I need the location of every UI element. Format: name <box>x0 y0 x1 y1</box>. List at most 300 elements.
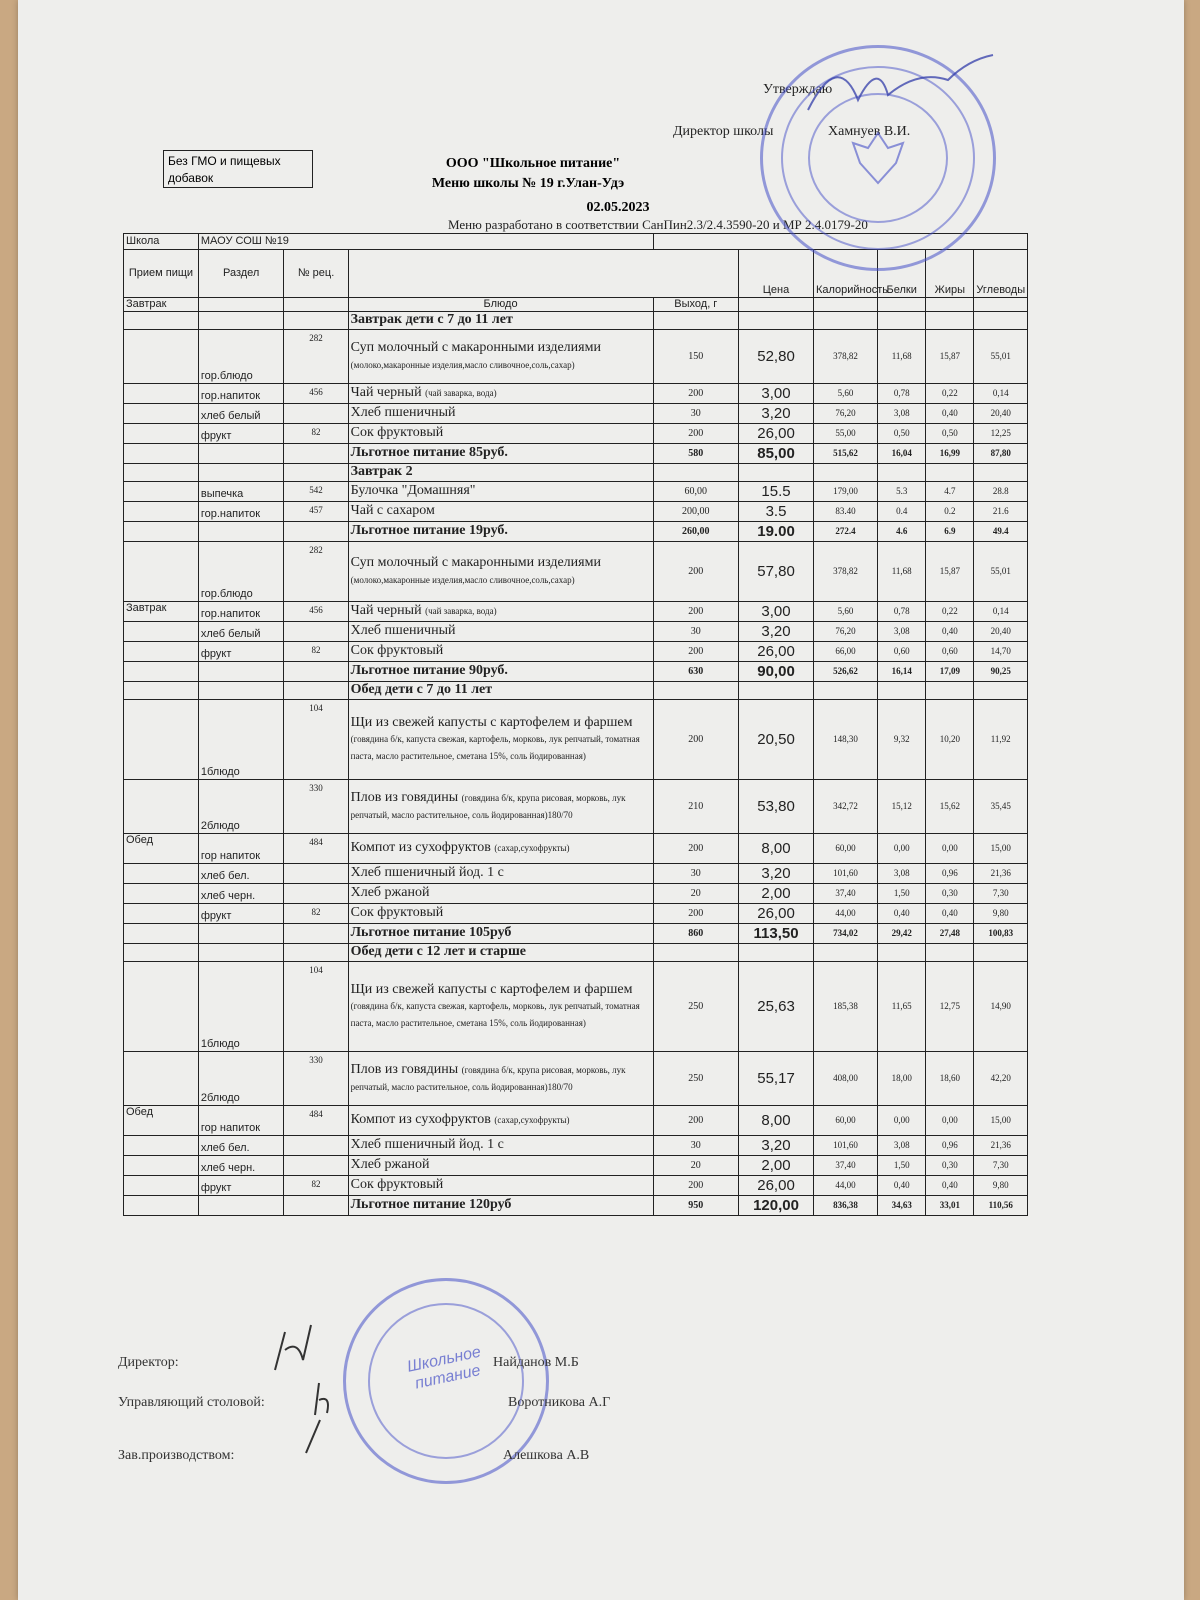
dish-ingredients: (сахар,сухофрукты) <box>494 1115 570 1126</box>
recipe-number-cell <box>284 404 348 424</box>
protein-cell: 0.4 <box>878 502 926 522</box>
calorie-cell: 5,60 <box>813 602 877 622</box>
footer-canteen-name: Воротникова А.Г <box>508 1395 611 1410</box>
meal-cell <box>124 662 199 682</box>
carb-cell: 14,70 <box>974 642 1028 662</box>
section-cell: 2блюдо <box>198 1052 284 1106</box>
signature-production <box>298 1415 328 1455</box>
signature-canteen <box>303 1375 343 1420</box>
dish-cell <box>348 834 653 864</box>
carb-cell: 20,40 <box>974 404 1028 424</box>
dish-name: Хлеб ржаной <box>350 885 430 901</box>
yield-cell: 200 <box>653 834 739 864</box>
calorie-cell: 148,30 <box>813 700 877 780</box>
director-school-name: Хамнуев В.И. <box>828 124 911 139</box>
footer-canteen-label: Управляющий столовой: <box>118 1395 265 1410</box>
carb-cell: 11,92 <box>974 700 1028 780</box>
fat-cell: 6.9 <box>926 522 974 542</box>
dish-cell <box>348 1156 653 1176</box>
sanpin-note: Меню разработано в соответствии СанПин2.3/2.4.3590-20 и МР 2.4.0179-20 <box>448 217 868 232</box>
price-cell: 85,00 <box>739 444 814 464</box>
meal-cell <box>124 542 199 602</box>
protein-cell: 3,08 <box>878 1136 926 1156</box>
meal-cell <box>124 622 199 642</box>
dish-cell <box>348 1136 653 1156</box>
recipe-number-cell <box>284 924 348 944</box>
dish-ingredients: (чай заварка, вода) <box>425 388 497 399</box>
dish-cell <box>348 482 653 502</box>
yield-cell: 30 <box>653 864 739 884</box>
footer-director-label: Директор: <box>118 1355 179 1370</box>
no-gmo-box: Без ГМО и пищевых добавок <box>163 150 313 188</box>
col-cal-header: Калорийность <box>813 250 877 298</box>
director-school-title: Директор школы <box>673 124 774 139</box>
section-cell: выпечка <box>198 482 284 502</box>
dish-name: Хлеб ржаной <box>350 1157 430 1173</box>
fat-cell: 0,60 <box>926 642 974 662</box>
dish-name: Компот из сухофруктов <box>350 1112 491 1128</box>
fat-cell: 0,40 <box>926 904 974 924</box>
yield-cell: 30 <box>653 1136 739 1156</box>
footer-production-label: Зав.производством: <box>118 1448 235 1463</box>
recipe-number-cell: 82 <box>284 642 348 662</box>
section-title: Обед дети с 12 лет и старше <box>348 944 653 962</box>
calorie-cell: 60,00 <box>813 1106 877 1136</box>
section-cell: хлеб черн. <box>198 1156 284 1176</box>
carb-cell: 110,56 <box>974 1196 1028 1216</box>
fat-cell: 0,22 <box>926 602 974 622</box>
section-cell: гор.блюдо <box>198 542 284 602</box>
meal-cell <box>124 1196 199 1216</box>
dish-name: Хлеб пшеничный йод. 1 с <box>350 1137 504 1153</box>
yield-cell: 200 <box>653 642 739 662</box>
calorie-cell: 76,20 <box>813 622 877 642</box>
dish-name: Чай с сахаром <box>350 503 435 519</box>
section-title: Завтрак 2 <box>348 464 653 482</box>
section-cell: фрукт <box>198 1176 284 1196</box>
meal-cell <box>124 1156 199 1176</box>
fat-cell: 0.2 <box>926 502 974 522</box>
recipe-number-cell: 282 <box>284 542 348 602</box>
dish-name: Хлеб пшеничный йод. 1 с <box>350 865 504 881</box>
yield-cell: 200 <box>653 384 739 404</box>
yield-cell: 200 <box>653 700 739 780</box>
carb-cell: 20,40 <box>974 622 1028 642</box>
protein-cell: 16,04 <box>878 444 926 464</box>
dish-cell <box>348 424 653 444</box>
dish-cell <box>348 602 653 622</box>
dish-cell <box>348 642 653 662</box>
meal-cell <box>124 444 199 464</box>
fat-cell: 12,75 <box>926 962 974 1052</box>
yield-cell: 200 <box>653 602 739 622</box>
carb-cell: 35,45 <box>974 780 1028 834</box>
yield-cell: 210 <box>653 780 739 834</box>
section-cell <box>198 662 284 682</box>
calorie-cell: 179,00 <box>813 482 877 502</box>
price-cell: 3,20 <box>739 622 814 642</box>
dish-cell <box>348 1196 653 1216</box>
price-cell: 3,20 <box>739 1136 814 1156</box>
fat-cell: 0,00 <box>926 1106 974 1136</box>
dish-name: Льготное питание 85руб. <box>350 445 508 461</box>
protein-cell: 0,00 <box>878 834 926 864</box>
protein-cell: 1,50 <box>878 884 926 904</box>
section-cell: фрукт <box>198 904 284 924</box>
menu-table <box>123 233 1028 1216</box>
protein-cell: 3,08 <box>878 404 926 424</box>
dish-name: Сок фруктовый <box>350 1177 444 1193</box>
yield-cell: 30 <box>653 622 739 642</box>
carb-cell: 9,80 <box>974 904 1028 924</box>
protein-cell: 0,40 <box>878 1176 926 1196</box>
protein-cell: 11,65 <box>878 962 926 1052</box>
approve-label: Утверждаю <box>763 82 833 97</box>
calorie-cell: 272.4 <box>813 522 877 542</box>
price-cell: 19.00 <box>739 522 814 542</box>
fat-cell: 0,00 <box>926 834 974 864</box>
meal-cell: Обед <box>124 834 199 864</box>
dish-cell <box>348 780 653 834</box>
price-cell: 26,00 <box>739 424 814 444</box>
price-cell: 20,50 <box>739 700 814 780</box>
fat-cell: 15,62 <box>926 780 974 834</box>
recipe-number-cell: 457 <box>284 502 348 522</box>
carb-cell: 49.4 <box>974 522 1028 542</box>
calorie-cell: 378,82 <box>813 330 877 384</box>
fat-cell: 0,40 <box>926 404 974 424</box>
dish-cell <box>348 884 653 904</box>
protein-cell: 0,40 <box>878 904 926 924</box>
carb-cell: 21,36 <box>974 1136 1028 1156</box>
yield-cell: 200 <box>653 1176 739 1196</box>
price-cell: 113,50 <box>739 924 814 944</box>
calorie-cell: 37,40 <box>813 1156 877 1176</box>
dish-name: Плов из говядины <box>350 790 459 806</box>
dish-cell <box>348 864 653 884</box>
col-price-header: Цена <box>739 250 814 298</box>
yield-cell: 30 <box>653 404 739 424</box>
section-title: Обед дети с 7 до 11 лет <box>348 682 653 700</box>
dish-cell <box>348 1176 653 1196</box>
dish-name: Суп молочный с макаронными изделиями <box>350 555 601 571</box>
section-title: Завтрак дети с 7 до 11 лет <box>348 312 653 330</box>
meal-cell <box>124 642 199 662</box>
dish-name: Льготное питание 105руб <box>350 925 512 941</box>
dish-name: Булочка "Домашняя" <box>350 483 476 499</box>
yield-cell: 260,00 <box>653 522 739 542</box>
protein-cell: 0,78 <box>878 384 926 404</box>
dish-cell <box>348 384 653 404</box>
fat-cell: 0,50 <box>926 424 974 444</box>
fat-cell: 10,20 <box>926 700 974 780</box>
yield-cell: 200 <box>653 424 739 444</box>
meal-cell: Завтрак <box>124 298 199 312</box>
document-page <box>18 0 1184 1600</box>
carb-cell: 0,14 <box>974 602 1028 622</box>
carb-cell: 42,20 <box>974 1052 1028 1106</box>
dish-cell <box>348 904 653 924</box>
meal-cell <box>124 1176 199 1196</box>
meal-cell <box>124 962 199 1052</box>
dish-cell <box>348 444 653 464</box>
section-cell <box>198 522 284 542</box>
yield-cell: 20 <box>653 884 739 904</box>
recipe-number-cell: 104 <box>284 700 348 780</box>
recipe-number-cell <box>284 1156 348 1176</box>
calorie-cell: 83.40 <box>813 502 877 522</box>
dish-cell <box>348 404 653 424</box>
meal-cell <box>124 522 199 542</box>
school-label-cell: Школа <box>124 234 199 250</box>
yield-cell: 580 <box>653 444 739 464</box>
recipe-number-cell: 330 <box>284 1052 348 1106</box>
section-cell: 1блюдо <box>198 962 284 1052</box>
price-cell: 2,00 <box>739 884 814 904</box>
calorie-cell: 60,00 <box>813 834 877 864</box>
yield-cell: 200 <box>653 542 739 602</box>
dish-cell <box>348 622 653 642</box>
protein-cell: 0,50 <box>878 424 926 444</box>
carb-cell: 55,01 <box>974 542 1028 602</box>
price-cell: 8,00 <box>739 1106 814 1136</box>
meal-cell <box>124 502 199 522</box>
yield-cell: 200 <box>653 1106 739 1136</box>
fat-cell: 15,87 <box>926 330 974 384</box>
empty-cell <box>348 250 738 298</box>
footer-production-name: Алешкова А.В <box>503 1448 590 1463</box>
carb-cell: 7,30 <box>974 884 1028 904</box>
fat-cell: 0,96 <box>926 1136 974 1156</box>
dish-ingredients: (чай заварка, вода) <box>425 606 497 617</box>
carb-cell: 15,00 <box>974 834 1028 864</box>
protein-cell: 0,78 <box>878 602 926 622</box>
col-meal-header: Прием пищи <box>124 250 199 298</box>
dish-name: Льготное питание 120руб <box>350 1197 512 1213</box>
dish-name: Сок фруктовый <box>350 643 444 659</box>
col-fat-header: Жиры <box>926 250 974 298</box>
price-cell: 26,00 <box>739 904 814 924</box>
fat-cell: 15,87 <box>926 542 974 602</box>
dish-name: Хлеб пшеничный <box>350 405 456 421</box>
recipe-number-cell: 542 <box>284 482 348 502</box>
protein-cell: 16,14 <box>878 662 926 682</box>
dish-ingredients: (говядина б/к, капуста свежая, картофель, морковь, лук репчатый, томатная паста, масло растительное, сметана 15%, соль йодированная) <box>350 1001 640 1028</box>
yield-cell: 630 <box>653 662 739 682</box>
section-cell: гор напиток <box>198 1106 284 1136</box>
dish-name: Льготное питание 90руб. <box>350 663 508 679</box>
carb-cell: 100,83 <box>974 924 1028 944</box>
protein-cell: 34,63 <box>878 1196 926 1216</box>
meal-cell <box>124 1052 199 1106</box>
col-section-header: Раздел <box>198 250 284 298</box>
price-cell: 3,20 <box>739 404 814 424</box>
yield-cell: 60,00 <box>653 482 739 502</box>
recipe-number-cell <box>284 1136 348 1156</box>
fat-cell: 18,60 <box>926 1052 974 1106</box>
recipe-number-cell: 484 <box>284 1106 348 1136</box>
school-name-cell: МАОУ СОШ №19 <box>198 234 653 250</box>
col-dish-header: Блюдо <box>348 298 653 312</box>
calorie-cell: 5,60 <box>813 384 877 404</box>
yield-cell: 20 <box>653 1156 739 1176</box>
calorie-cell: 66,00 <box>813 642 877 662</box>
company-stamp-text: Школьное питание <box>405 1343 483 1393</box>
carb-cell: 28.8 <box>974 482 1028 502</box>
carb-cell: 55,01 <box>974 330 1028 384</box>
dish-name: Чай черный <box>350 385 422 401</box>
meal-cell: Завтрак <box>124 602 199 622</box>
dish-cell <box>348 962 653 1052</box>
calorie-cell: 44,00 <box>813 904 877 924</box>
carb-cell: 9,80 <box>974 1176 1028 1196</box>
footer-director-name: Найданов М.Б <box>493 1355 579 1370</box>
dish-name: Льготное питание 19руб. <box>350 523 508 539</box>
meal-cell <box>124 482 199 502</box>
price-cell: 8,00 <box>739 834 814 864</box>
dish-cell <box>348 542 653 602</box>
price-cell: 53,80 <box>739 780 814 834</box>
recipe-number-cell <box>284 864 348 884</box>
calorie-cell: 44,00 <box>813 1176 877 1196</box>
price-cell: 55,17 <box>739 1052 814 1106</box>
section-cell: гор напиток <box>198 834 284 864</box>
protein-cell: 3,08 <box>878 622 926 642</box>
recipe-number-cell: 282 <box>284 330 348 384</box>
dish-ingredients: (сахар,сухофрукты) <box>494 843 570 854</box>
meal-cell <box>124 904 199 924</box>
recipe-number-cell: 456 <box>284 602 348 622</box>
price-cell: 120,00 <box>739 1196 814 1216</box>
calorie-cell: 37,40 <box>813 884 877 904</box>
recipe-number-cell: 82 <box>284 1176 348 1196</box>
section-cell: хлеб бел. <box>198 864 284 884</box>
section-cell: 1блюдо <box>198 700 284 780</box>
fat-cell: 0,96 <box>926 864 974 884</box>
menu-date: 02.05.2023 <box>586 200 650 215</box>
recipe-number-cell <box>284 622 348 642</box>
meal-cell <box>124 924 199 944</box>
meal-cell: Обед <box>124 1106 199 1136</box>
dish-cell <box>348 700 653 780</box>
yield-cell: 150 <box>653 330 739 384</box>
calorie-cell: 526,62 <box>813 662 877 682</box>
price-cell: 25,63 <box>739 962 814 1052</box>
fat-cell: 0,40 <box>926 622 974 642</box>
yield-cell: 860 <box>653 924 739 944</box>
protein-cell: 29,42 <box>878 924 926 944</box>
meal-cell <box>124 1136 199 1156</box>
calorie-cell: 101,60 <box>813 864 877 884</box>
protein-cell: 4.6 <box>878 522 926 542</box>
dish-ingredients: (говядина б/к, капуста свежая, картофель, морковь, лук репчатый, томатная паста, масло растительное, сметана 15%, соль йодированная) <box>350 734 640 761</box>
section-cell: фрукт <box>198 424 284 444</box>
dish-ingredients: (говядина б/к, крупа рисовая, морковь, лук репчатый, масло растительное, соль йодированная)180/70 <box>350 793 626 820</box>
carb-cell: 12,25 <box>974 424 1028 444</box>
carb-cell: 14,90 <box>974 962 1028 1052</box>
meal-cell <box>124 424 199 444</box>
yield-cell: 200 <box>653 904 739 924</box>
fat-cell: 0,30 <box>926 884 974 904</box>
dish-name: Щи из свежей капусты с картофелем и фаршем <box>350 715 633 731</box>
price-cell: 90,00 <box>739 662 814 682</box>
price-cell: 26,00 <box>739 1176 814 1196</box>
carb-cell: 7,30 <box>974 1156 1028 1176</box>
price-cell: 3,20 <box>739 864 814 884</box>
recipe-number-cell <box>284 1196 348 1216</box>
section-cell: фрукт <box>198 642 284 662</box>
recipe-number-cell <box>284 662 348 682</box>
fat-cell: 0,40 <box>926 1176 974 1196</box>
price-cell: 15.5 <box>739 482 814 502</box>
yield-cell: 950 <box>653 1196 739 1216</box>
section-cell: хлеб белый <box>198 622 284 642</box>
meal-cell <box>124 384 199 404</box>
yield-cell: 250 <box>653 962 739 1052</box>
price-cell: 2,00 <box>739 1156 814 1176</box>
dish-name: Плов из говядины <box>350 1062 459 1078</box>
company-name: ООО "Школьное питание" <box>445 156 621 171</box>
dish-cell <box>348 330 653 384</box>
fat-cell: 27,48 <box>926 924 974 944</box>
calorie-cell: 515,62 <box>813 444 877 464</box>
protein-cell: 5.3 <box>878 482 926 502</box>
calorie-cell: 408,00 <box>813 1052 877 1106</box>
price-cell: 52,80 <box>739 330 814 384</box>
section-cell <box>198 444 284 464</box>
carb-cell: 87,80 <box>974 444 1028 464</box>
fat-cell: 0,22 <box>926 384 974 404</box>
dish-cell <box>348 662 653 682</box>
protein-cell: 11,68 <box>878 542 926 602</box>
calorie-cell: 101,60 <box>813 1136 877 1156</box>
section-cell: 2блюдо <box>198 780 284 834</box>
protein-cell: 0,00 <box>878 1106 926 1136</box>
carb-cell: 0,14 <box>974 384 1028 404</box>
yield-cell: 250 <box>653 1052 739 1106</box>
fat-cell: 16,99 <box>926 444 974 464</box>
recipe-number-cell: 104 <box>284 962 348 1052</box>
dish-cell <box>348 1052 653 1106</box>
recipe-number-cell: 484 <box>284 834 348 864</box>
price-cell: 3,00 <box>739 602 814 622</box>
recipe-number-cell <box>284 522 348 542</box>
section-cell: гор.блюдо <box>198 330 284 384</box>
carb-cell: 21.6 <box>974 502 1028 522</box>
recipe-number-cell <box>284 884 348 904</box>
section-cell <box>198 1196 284 1216</box>
dish-cell <box>348 1106 653 1136</box>
recipe-number-cell <box>284 444 348 464</box>
fat-cell: 17,09 <box>926 662 974 682</box>
section-cell: гор.напиток <box>198 384 284 404</box>
protein-cell: 18,00 <box>878 1052 926 1106</box>
fat-cell: 4.7 <box>926 482 974 502</box>
meal-cell <box>124 884 199 904</box>
section-cell: хлеб бел. <box>198 1136 284 1156</box>
price-cell: 26,00 <box>739 642 814 662</box>
meal-cell <box>124 700 199 780</box>
price-cell: 57,80 <box>739 542 814 602</box>
price-cell: 3.5 <box>739 502 814 522</box>
dish-name: Чай черный <box>350 603 422 619</box>
carb-cell: 15,00 <box>974 1106 1028 1136</box>
dish-ingredients: (молоко,макаронные изделия,масло сливочное,соль,сахар) <box>350 574 575 585</box>
calorie-cell: 55,00 <box>813 424 877 444</box>
signature-director <box>263 1320 323 1375</box>
dish-cell <box>348 502 653 522</box>
protein-cell: 3,08 <box>878 864 926 884</box>
